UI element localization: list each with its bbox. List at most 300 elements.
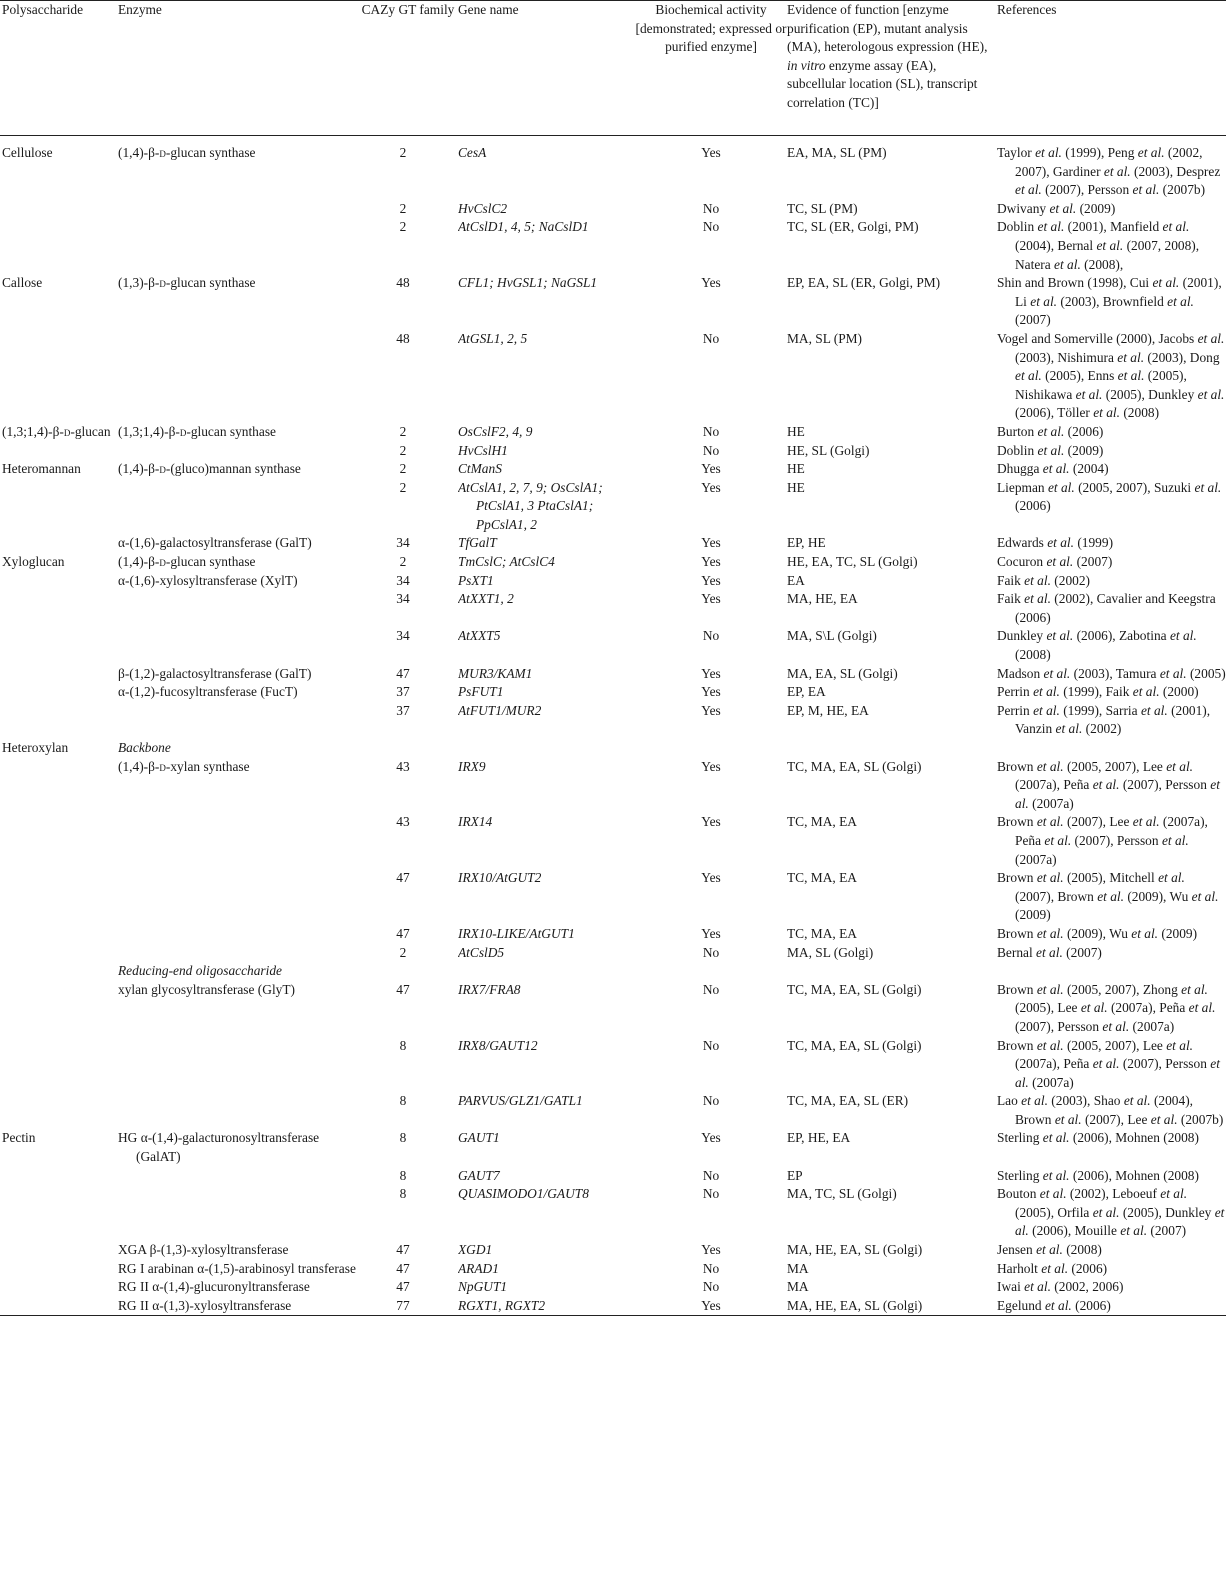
table-row: [0, 739, 1226, 813]
cell-polysaccharide: [0, 702, 118, 739]
cell-evidence-text: EP, HE: [787, 535, 826, 551]
cell-family: [358, 572, 458, 591]
cell-references-text: Perrin et al. (1999), Sarria et al. (2001), Vanzin et al. (2002): [997, 702, 1211, 737]
cell-activity: [635, 1092, 787, 1129]
table-row: [0, 925, 1226, 944]
cell-evidence-text: TC, SL (PM): [787, 200, 858, 216]
cell-references-text: Brown et al. (2005, 2007), Lee et al. (2007a), Peña et al. (2007), Persson et al. (2007a): [997, 758, 1220, 811]
cell-gene: [458, 1297, 635, 1316]
cell-references-text: Brown et al. (2005), Mitchell et al. (2007), Brown et al. (2009), Wu et al. (2009): [997, 870, 1219, 923]
table-row: [0, 1092, 1226, 1129]
cell-enzyme: [118, 1129, 358, 1166]
cell-gene: [458, 739, 635, 813]
cell-polysaccharide: [0, 1129, 118, 1166]
cell-gene-text: CesA: [458, 145, 487, 160]
cell-evidence: [787, 702, 997, 739]
cell-gene-text: CFL1; HvGSL1; NaGSL1: [458, 275, 598, 291]
cell-references-text: Dunkley et al. (2006), Zabotina et al. (2008): [997, 628, 1197, 663]
cell-references-text: Doblin et al. (2001), Manfield et al. (2004), Bernal et al. (2007, 2008), Natera et al. (2008),: [997, 219, 1200, 272]
cell-evidence-text: TC, MA, EA: [787, 870, 857, 886]
cell-enzyme: [118, 665, 358, 684]
cell-enzyme-text: (1,4)-β-d-xylan synthase: [118, 758, 250, 774]
cell-references-text: Sterling et al. (2006), Mohnen (2008): [997, 1130, 1199, 1146]
cell-enzyme: [118, 869, 358, 925]
table-row: [0, 702, 1226, 739]
cell-evidence-text: HE: [787, 423, 805, 439]
cell-activity-text: No: [702, 981, 720, 997]
cell-family-text: 37: [396, 702, 410, 718]
cell-gene: [458, 553, 635, 572]
cell-activity-text: Yes: [701, 684, 721, 700]
cell-activity: [635, 1167, 787, 1186]
cell-enzyme-text: RG I arabinan α-(1,5)-arabinosyl transferase: [118, 1260, 356, 1276]
cell-gene-text: IRX7/FRA8: [458, 981, 521, 997]
cell-references: [997, 962, 1226, 1036]
cell-references-text: Lao et al. (2003), Shao et al. (2004), Brown et al. (2007), Lee et al. (2007b): [997, 1093, 1224, 1127]
cell-activity-text: No: [702, 200, 720, 216]
cell-enzyme: [118, 627, 358, 664]
table-row: [0, 1260, 1226, 1279]
cell-enzyme: [118, 442, 358, 461]
cell-references: [997, 1092, 1226, 1129]
cell-evidence-text: TC, MA, EA: [787, 925, 857, 941]
cell-evidence-text: EP: [787, 1167, 803, 1183]
cell-references: [997, 702, 1226, 739]
cell-references: [997, 627, 1226, 664]
cell-evidence: [787, 330, 997, 423]
cell-activity: [635, 1037, 787, 1093]
header-polysaccharide: Polysaccharide: [0, 1, 118, 136]
table-row: [0, 1241, 1226, 1260]
cell-polysaccharide: [0, 1260, 118, 1279]
cell-enzyme: [118, 460, 358, 479]
cell-enzyme: [118, 702, 358, 739]
cell-evidence: [787, 1278, 997, 1297]
cell-gene-text: GAUT7: [458, 1167, 500, 1183]
cell-references-text: Faik et al. (2002), Cavalier and Keegstra (2006): [997, 591, 1216, 625]
cell-activity: [635, 200, 787, 219]
cell-references: [997, 813, 1226, 869]
cell-evidence: [787, 218, 997, 274]
cell-gene: [458, 460, 635, 479]
cell-references-text: Taylor et al. (1999), Peng et al. (2002, 2007), Gardiner et al. (2003), Desprez et al. (2007), Persson et al. (2007b): [997, 145, 1221, 198]
cell-enzyme-text: (1,3)-β-d-glucan synthase: [118, 275, 256, 291]
table-row: [0, 274, 1226, 330]
cell-enzyme-text: (1,4)-β-d-(gluco)mannan synthase: [118, 461, 301, 477]
cell-family-text: 34: [396, 572, 410, 588]
header-gene: Gene name: [458, 1, 635, 136]
cell-evidence-text: MA, S\L (Golgi): [787, 628, 877, 644]
cell-enzyme: [118, 1260, 358, 1279]
cell-family: [358, 1297, 458, 1316]
cell-evidence-text: EP, M, HE, EA: [787, 702, 869, 718]
cell-evidence: [787, 1037, 997, 1093]
cell-enzyme: [118, 962, 358, 1036]
cell-references: [997, 1037, 1226, 1093]
cell-activity-text: Yes: [701, 1297, 721, 1313]
cell-family: [358, 218, 458, 274]
cell-evidence-text: EA: [787, 572, 805, 588]
table-row: [0, 1185, 1226, 1241]
cell-enzyme-text: xylan glycosyltransferase (GlyT): [118, 981, 295, 997]
cell-polysaccharide: [0, 553, 118, 572]
cell-gene: [458, 218, 635, 274]
cell-evidence: [787, 136, 997, 200]
cell-gene: [458, 1167, 635, 1186]
cell-activity: [635, 665, 787, 684]
cell-evidence-text: EP, HE, EA: [787, 1130, 851, 1146]
cell-references: [997, 1260, 1226, 1279]
cell-references: [997, 479, 1226, 535]
cell-activity: [635, 1185, 787, 1241]
cell-gene-text: AtFUT1/MUR2: [458, 702, 542, 718]
cell-references-text: Brown et al. (2005, 2007), Lee et al. (2007a), Peña et al. (2007), Persson et al. (2007a): [997, 1037, 1220, 1090]
cell-gene: [458, 813, 635, 869]
cell-activity-text: No: [702, 330, 720, 346]
cell-evidence-text: TC, MA, EA, SL (Golgi): [787, 1037, 922, 1053]
cell-references: [997, 1278, 1226, 1297]
cell-activity-text: No: [702, 1093, 720, 1109]
cell-gene: [458, 136, 635, 200]
cell-family-text: 47: [396, 1242, 410, 1258]
cell-gene: [458, 1185, 635, 1241]
cell-enzyme: [118, 218, 358, 274]
cell-activity-text: Yes: [701, 1130, 721, 1146]
cell-references: [997, 274, 1226, 330]
cell-activity: [635, 869, 787, 925]
cell-gene: [458, 590, 635, 627]
table-row: [0, 1037, 1226, 1093]
cell-gene: [458, 944, 635, 963]
cell-enzyme: [118, 1297, 358, 1316]
cell-activity: [635, 1297, 787, 1316]
cell-enzyme: [118, 136, 358, 200]
cell-family-text: 47: [396, 1260, 410, 1276]
cell-family: [358, 460, 458, 479]
cell-gene: [458, 665, 635, 684]
table-header: [0, 1, 1226, 136]
cell-evidence-text: TC, MA, EA, SL (Golgi): [787, 981, 922, 997]
cell-family: [358, 1129, 458, 1166]
table-row: [0, 665, 1226, 684]
cell-family: [358, 423, 458, 442]
cell-gene-text: NpGUT1: [458, 1279, 508, 1295]
cell-evidence: [787, 534, 997, 553]
cell-evidence: [787, 962, 997, 1036]
cell-references: [997, 423, 1226, 442]
cell-references-text: Jensen et al. (2008): [997, 1242, 1102, 1258]
cell-family-text: 47: [396, 925, 410, 941]
cell-family: [358, 813, 458, 869]
cell-evidence: [787, 739, 997, 813]
cell-family-text: 8: [399, 1130, 407, 1146]
cell-polysaccharide: [0, 1297, 118, 1316]
cell-references-text: Madson et al. (2003), Tamura et al. (2005): [997, 665, 1226, 681]
cell-enzyme: [118, 274, 358, 330]
cell-evidence: [787, 1297, 997, 1316]
cell-family-text: 47: [396, 665, 410, 681]
cell-evidence: [787, 925, 997, 944]
cell-evidence: [787, 1185, 997, 1241]
cell-evidence: [787, 813, 997, 869]
cell-references-text: Bouton et al. (2002), Leboeuf et al. (2005), Orfila et al. (2005), Dunkley et al. (2006), Mouille et al. (2007): [997, 1186, 1225, 1239]
cell-activity-text: Yes: [701, 925, 721, 941]
cell-activity: [635, 1241, 787, 1260]
cell-gene: [458, 1129, 635, 1166]
cell-evidence: [787, 1129, 997, 1166]
cell-enzyme: [118, 1278, 358, 1297]
cell-activity: [635, 553, 787, 572]
cell-polysaccharide: [0, 665, 118, 684]
cell-enzyme: [118, 534, 358, 553]
cell-family-text: 47: [396, 870, 410, 886]
cell-activity-text: Yes: [701, 870, 721, 886]
cell-activity: [635, 572, 787, 591]
cell-polysaccharide-text: Pectin: [2, 1130, 36, 1146]
cell-gene: [458, 200, 635, 219]
cell-enzyme: [118, 330, 358, 423]
cell-polysaccharide: [0, 1241, 118, 1260]
cell-references: [997, 590, 1226, 627]
cell-evidence: [787, 627, 997, 664]
cell-evidence: [787, 590, 997, 627]
cell-activity: [635, 136, 787, 200]
cell-evidence: [787, 665, 997, 684]
cell-family-text: 8: [399, 1186, 407, 1202]
cell-evidence-text: TC, MA, EA, SL (Golgi): [787, 758, 922, 774]
cell-family: [358, 1092, 458, 1129]
cell-family: [358, 479, 458, 535]
cell-gene-text: HvCslC2: [458, 200, 508, 216]
cell-enzyme-subheading: Backbone: [118, 740, 171, 755]
cell-enzyme: [118, 1092, 358, 1129]
cell-enzyme-subheading: Reducing-end oligosaccharide: [118, 963, 282, 979]
cell-evidence-text: EP, EA, SL (ER, Golgi, PM): [787, 275, 941, 291]
cell-evidence: [787, 944, 997, 963]
cell-references: [997, 683, 1226, 702]
cell-evidence: [787, 442, 997, 461]
cell-evidence-text: HE, EA, TC, SL (Golgi): [787, 554, 918, 570]
cell-enzyme: [118, 200, 358, 219]
cell-evidence-text: HE: [787, 461, 805, 477]
cell-polysaccharide: [0, 479, 118, 535]
cell-activity-text: Yes: [701, 145, 721, 160]
cell-evidence: [787, 553, 997, 572]
cell-evidence-text: TC, SL (ER, Golgi, PM): [787, 219, 919, 235]
cell-activity-text: Yes: [701, 665, 721, 681]
table-row: [0, 590, 1226, 627]
cell-enzyme: [118, 590, 358, 627]
cell-enzyme-text: HG α-(1,4)-galacturonosyltransferase (GalAT): [118, 1130, 320, 1165]
cell-polysaccharide: [0, 944, 118, 963]
cell-references-text: Harholt et al. (2006): [997, 1260, 1108, 1276]
cell-enzyme: [118, 1167, 358, 1186]
cell-references: [997, 218, 1226, 274]
cell-gene: [458, 479, 635, 535]
cell-activity-text: No: [702, 423, 720, 439]
cell-polysaccharide: [0, 218, 118, 274]
header-evidence: [787, 1, 997, 136]
cell-references-text: Faik et al. (2002): [997, 572, 1090, 588]
cell-gene-text: XGD1: [458, 1242, 493, 1258]
cell-evidence: [787, 423, 997, 442]
cell-activity-text: Yes: [701, 275, 721, 291]
cell-references: [997, 1241, 1226, 1260]
cell-references: [997, 1297, 1226, 1316]
cell-polysaccharide: [0, 739, 118, 813]
table-row: [0, 962, 1226, 1036]
cell-references: [997, 665, 1226, 684]
table-row: [0, 200, 1226, 219]
table-row: [0, 479, 1226, 535]
cell-evidence: [787, 274, 997, 330]
cell-family: [358, 683, 458, 702]
cell-references: [997, 330, 1226, 423]
cell-enzyme: [118, 944, 358, 963]
cell-activity: [635, 218, 787, 274]
cell-gene-text: IRX9: [458, 758, 486, 774]
cell-references-text: Dhugga et al. (2004): [997, 461, 1109, 477]
cell-evidence: [787, 1167, 997, 1186]
cell-enzyme: [118, 925, 358, 944]
cell-activity: [635, 479, 787, 535]
cell-gene: [458, 869, 635, 925]
cell-family-text: 34: [396, 591, 410, 607]
cell-family-text: 48: [396, 275, 410, 291]
cell-gene-text: IRX10/AtGUT2: [458, 870, 542, 886]
cell-family: [358, 1037, 458, 1093]
cell-family-text: 47: [396, 981, 410, 997]
cell-references: [997, 1129, 1226, 1166]
table-row: [0, 1297, 1226, 1316]
cell-activity: [635, 627, 787, 664]
cell-family-text: 8: [399, 1093, 407, 1109]
cell-enzyme: [118, 423, 358, 442]
table-row: [0, 869, 1226, 925]
cell-evidence-text: EA, MA, SL (PM): [787, 145, 887, 160]
cell-references: [997, 1167, 1226, 1186]
cell-gene-text: AtXXT5: [458, 628, 501, 644]
cell-family-text: 43: [396, 814, 410, 830]
cell-references-text: Sterling et al. (2006), Mohnen (2008): [997, 1167, 1199, 1183]
cell-family: [358, 1278, 458, 1297]
cell-family: [358, 665, 458, 684]
cell-evidence: [787, 1260, 997, 1279]
cell-polysaccharide: [0, 869, 118, 925]
cell-gene: [458, 423, 635, 442]
cell-family: [358, 1260, 458, 1279]
cell-family: [358, 553, 458, 572]
table-row: [0, 136, 1226, 200]
table-row: [0, 423, 1226, 442]
cell-polysaccharide: [0, 813, 118, 869]
cell-evidence: [787, 683, 997, 702]
cell-evidence-text: MA: [787, 1260, 809, 1276]
cell-activity-text: Yes: [701, 572, 721, 588]
cell-activity: [635, 423, 787, 442]
cell-polysaccharide: [0, 200, 118, 219]
cell-polysaccharide: [0, 962, 118, 1036]
cell-gene: [458, 925, 635, 944]
cell-references-text: Brown et al. (2007), Lee et al. (2007a), Peña et al. (2007), Persson et al. (2007a): [997, 814, 1208, 867]
table-row: [0, 683, 1226, 702]
table-row: [0, 218, 1226, 274]
cell-activity: [635, 702, 787, 739]
cell-references: [997, 442, 1226, 461]
cell-activity: [635, 683, 787, 702]
cell-gene-text: MUR3/KAM1: [458, 665, 533, 681]
cell-activity-text: Yes: [701, 535, 721, 551]
cell-polysaccharide-text: Heteromannan: [2, 461, 81, 477]
cell-enzyme-text: α-(1,6)-xylosyltransferase (XylT): [118, 572, 298, 588]
cell-activity: [635, 274, 787, 330]
cell-family: [358, 330, 458, 423]
cell-gene-text: ARAD1: [458, 1260, 499, 1276]
cell-gene-text: TmCslC; AtCslC4: [458, 554, 555, 570]
cell-activity: [635, 442, 787, 461]
cell-references: [997, 460, 1226, 479]
cell-family-text: 2: [399, 554, 407, 570]
cell-polysaccharide: [0, 330, 118, 423]
cell-activity-text: No: [702, 628, 720, 644]
cell-family-text: 2: [399, 461, 407, 477]
cell-references-text: Vogel and Somerville (2000), Jacobs et al. (2003), Nishimura et al. (2003), Dong et al. (2005), Enns et al. (2005), Nishikawa et al. (2005), Dunkley et al. (2006), Töller et al. (2008): [997, 330, 1225, 421]
cell-gene: [458, 1037, 635, 1093]
cell-family-text: 47: [396, 1279, 410, 1295]
cell-activity-text: Yes: [701, 814, 721, 830]
cell-evidence-text: MA, HE, EA: [787, 591, 858, 607]
cell-activity-text: Yes: [701, 554, 721, 570]
cell-gene: [458, 572, 635, 591]
table-row: [0, 627, 1226, 664]
cell-enzyme-text: RG II α-(1,4)-glucuronyltransferase: [118, 1279, 310, 1295]
cell-activity-text: No: [702, 1260, 720, 1276]
cell-enzyme-text: XGA β-(1,3)-xylosyltransferase: [118, 1242, 289, 1258]
cell-family-text: 2: [399, 442, 407, 458]
cell-references-text: Iwai et al. (2002, 2006): [997, 1279, 1124, 1295]
cell-gene-text: AtXXT1, 2: [458, 591, 514, 607]
cell-gene: [458, 1278, 635, 1297]
cell-evidence: [787, 1092, 997, 1129]
cell-activity: [635, 1260, 787, 1279]
cell-activity: [635, 962, 787, 1036]
cell-enzyme-text: α-(1,2)-fucosyltransferase (FucT): [118, 684, 298, 700]
cell-enzyme: [118, 739, 358, 813]
cell-polysaccharide: [0, 423, 118, 442]
cell-evidence: [787, 572, 997, 591]
cell-gene-text: QUASIMODO1/GAUT8: [458, 1186, 589, 1202]
cell-polysaccharide: [0, 442, 118, 461]
table-row: [0, 534, 1226, 553]
cell-enzyme: [118, 813, 358, 869]
cell-gene: [458, 274, 635, 330]
cell-evidence-text: MA, SL (PM): [787, 330, 863, 346]
cell-evidence-text: MA, TC, SL (Golgi): [787, 1186, 897, 1202]
cell-evidence-text: HE, SL (Golgi): [787, 442, 870, 458]
cell-family: [358, 925, 458, 944]
cell-evidence-text: MA, HE, EA, SL (Golgi): [787, 1242, 923, 1258]
cell-references-text: Burton et al. (2006): [997, 423, 1104, 439]
cell-enzyme: [118, 683, 358, 702]
cell-family-text: 2: [399, 423, 407, 439]
cell-references-text: Cocuron et al. (2007): [997, 554, 1113, 570]
cell-gene: [458, 1260, 635, 1279]
cell-activity: [635, 460, 787, 479]
cell-activity: [635, 944, 787, 963]
cell-activity: [635, 534, 787, 553]
cell-polysaccharide: [0, 1092, 118, 1129]
cell-gene: [458, 627, 635, 664]
